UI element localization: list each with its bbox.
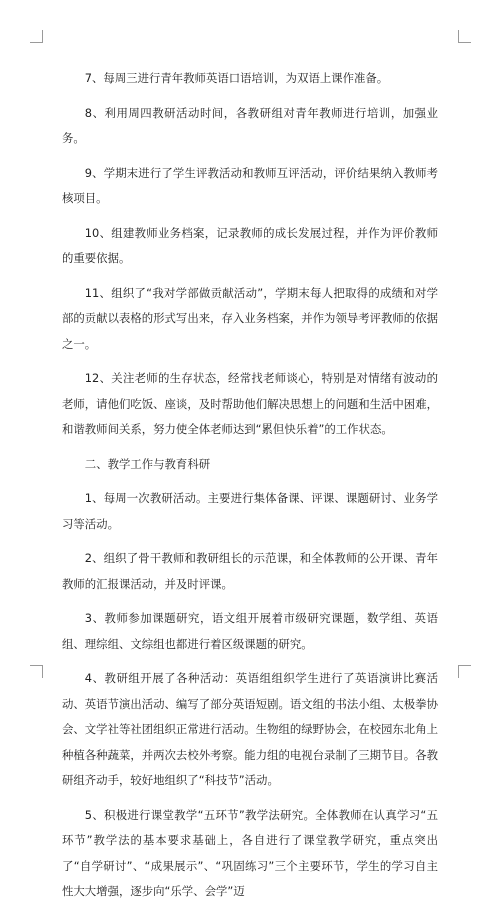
paragraph-item-5: 5、积极进行课堂教学“五环节”教学法研究。全体教师在认真学习“五环节”教学法的基本要求基础上，各自进行了课堂教学研究，重点突出了“自学研讨”、“成果展示”、“巩固练习”三个主要环节，学生的学习自主性大大增强，逐步向“乐学、会学”迈 [62,807,438,898]
paragraph-item-10: 10、组建教师业务档案，记录教师的成长发展过程，并作为评价教师的重要依据。 [62,225,438,265]
paragraph-item-11: 11、组织了“我对学部做贡献活动”，学期末每人把取得的成绩和对学部的贡献以表格的形式写出来，存入业务档案，并作为领导考评教师的依据之一。 [62,285,438,351]
paragraph-item-4: 4、教研组开展了各种活动：英语组组织学生进行了英语演讲比赛活动、英语节演出活动、编写了部分英语短剧。语文组的书法小组、太极拳协会、文学社等社团组织正常进行活动。生物组的绿野协会，在校园东北角上种植各种蔬菜，并两次去校外考察。能力组的电视台录制了三期节目。各教研组齐动手，较好地组织了“科技节”活动。 [62,671,438,787]
paragraph-item-1: 1、每周一次教研活动。主要进行集体备课、评课、课题研讨、业务学习等活动。 [62,491,438,531]
paragraph-item-3: 3、教师参加课题研究，语文组开展着市级研究课题，数学组、英语组、理综组、文综组也都进行着区级课题的研究。 [62,611,438,651]
crop-mark-top-right [458,30,471,43]
crop-mark-bottom-right [458,665,471,678]
paragraph-item-7: 7、每周三进行青年教师英语口语培训，为双语上课作准备。 [84,71,389,85]
paragraph-item-2: 2、组织了骨干教师和教研组长的示范课，和全体教师的公开课、青年教师的汇报课活动，并及时评课。 [62,551,438,591]
paragraph-item-12: 12、关注老师的生存状态，经常找老师谈心，特别是对情绪有波动的老师，请他们吃饭、座谈，及时帮助他们解决思想上的问题和生活中困难，和谐教师间关系，努力使全体老师达到“累但快乐着”的工作状态。 [62,371,438,436]
crop-mark-top-left [30,30,43,43]
paragraph-item-9: 9、学期末进行了学生评教活动和教师互评活动，评价结果纳入教师考核项目。 [62,165,438,205]
paragraph-item-8: 8、利用周四教研活动时间，各教研组对青年教师进行培训，加强业务。 [62,105,438,145]
crop-mark-bottom-left [30,665,43,678]
section-heading-teaching-research: 二、教学工作与教育科研 [84,456,211,471]
document-body [62,66,438,905]
